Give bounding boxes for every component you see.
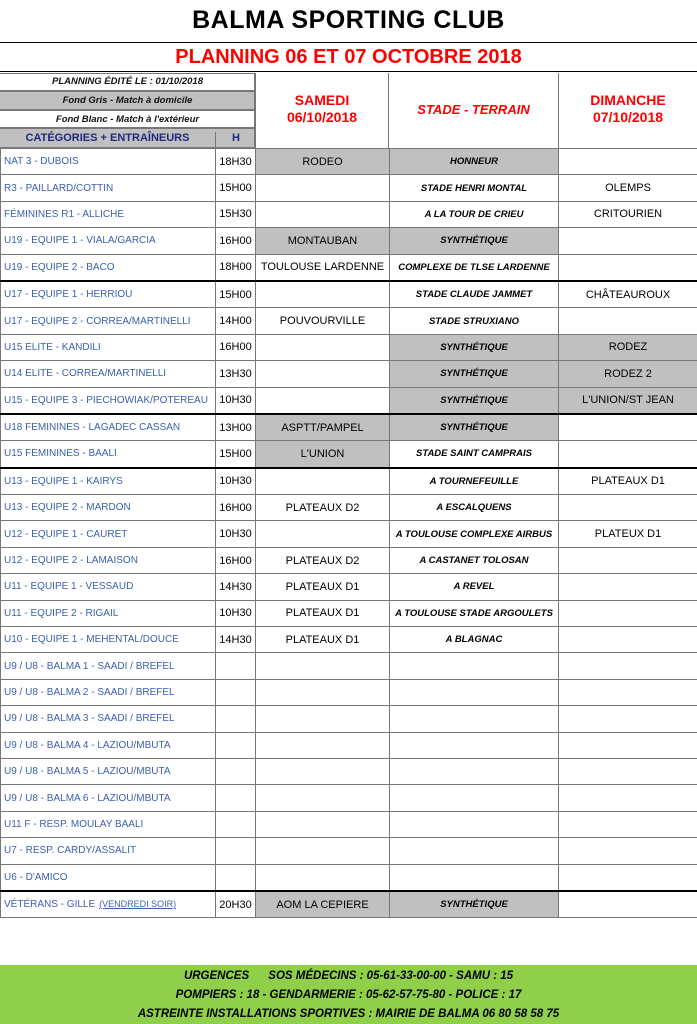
samedi-header (255, 73, 389, 148)
table-row (1, 653, 697, 679)
category-label: U9 / U8 - BALMA 6 - LAZIOU/MBUTA (4, 792, 171, 804)
legend-grey-text: Fond Gris - Match à domicile (62, 95, 193, 106)
stade-cell (390, 732, 559, 758)
stade-cell (390, 653, 559, 679)
samedi-cell (256, 387, 390, 414)
dimanche-cell: L'UNION/ST JEAN (559, 387, 697, 414)
samedi-cell: RODEO (256, 149, 390, 175)
category-cell (1, 785, 216, 811)
category-label: U9 / U8 - BALMA 3 - SAADI / BREFEL (4, 713, 175, 725)
dimanche-cell (559, 811, 697, 837)
dimanche-cell: CHÂTEAUROUX (559, 281, 697, 308)
category-label: U10 - EQUIPE 1 - MEHENTAL/DOUCE (4, 634, 179, 646)
category-cell (1, 706, 216, 732)
hour-cell: 16H00 (216, 334, 256, 360)
stade-cell (390, 864, 559, 891)
hour-cell: 10H30 (216, 600, 256, 626)
stade-cell: STADE SAINT CAMPRAIS (390, 441, 559, 468)
table-row (1, 441, 697, 468)
legend-white-text: Fond Blanc - Match à l'extérieur (55, 114, 200, 125)
table-row (1, 785, 697, 811)
stade-cell: SYNTHÉTIQUE (390, 414, 559, 441)
category-cell (1, 175, 216, 201)
category-note: (VENDREDI SOIR) (99, 899, 177, 910)
stade-cell: COMPLEXE DE TLSE LARDENNE (390, 254, 559, 281)
dimanche-cell (559, 495, 697, 521)
stade-cell: A ESCALQUENS (390, 495, 559, 521)
hour-cell (216, 732, 256, 758)
samedi-cell: PLATEAUX D1 (256, 627, 390, 653)
category-label: U9 / U8 - BALMA 4 - LAZIOU/MBUTA (4, 739, 171, 751)
table-row (1, 495, 697, 521)
stade-cell (390, 785, 559, 811)
hour-cell (216, 679, 256, 705)
hour-cell (216, 706, 256, 732)
category-cell (1, 758, 216, 784)
hour-cell: 18H30 (216, 149, 256, 175)
table-row (1, 414, 697, 441)
category-cell (1, 732, 216, 758)
samedi-cell (256, 811, 390, 837)
stade-cell: SYNTHÉTIQUE (390, 387, 559, 414)
dimanche-day: DIMANCHE (590, 92, 666, 108)
hour-cell: 16H00 (216, 228, 256, 254)
dimanche-header (558, 73, 697, 148)
legend-white (0, 110, 255, 128)
hour-cell: 10H30 (216, 387, 256, 414)
club-title: BALMA SPORTING CLUB (192, 6, 505, 34)
category-label: VÉTÉRANS - GILLE (4, 899, 96, 911)
table-row (1, 547, 697, 573)
dimanche-cell (559, 891, 697, 918)
dimanche-cell: PLATEUX D1 (559, 521, 697, 547)
category-label: U6 - D'AMICO (4, 871, 68, 883)
samedi-cell: PLATEAUX D2 (256, 547, 390, 573)
legend-edited-text: PLANNING ÉDITÉ LE : 01/10/2018 (52, 76, 203, 87)
dimanche-cell (559, 308, 697, 334)
category-label: U9 / U8 - BALMA 2 - SAADI / BREFEL (4, 687, 175, 698)
category-cell (1, 495, 216, 521)
samedi-cell (256, 758, 390, 784)
category-cell (1, 521, 216, 547)
category-label: U13 - EQUIPE 1 - KAIRYS (4, 475, 123, 487)
table-row (1, 281, 697, 308)
samedi-cell (256, 468, 390, 495)
hour-cell: 13H30 (216, 361, 256, 387)
dimanche-cell (559, 441, 697, 468)
category-label: U11 - EQUIPE 1 - VESSAUD (4, 581, 134, 593)
hour-cell: 15H00 (216, 281, 256, 308)
category-label: U15 FEMININES - BAALI (4, 448, 117, 460)
dimanche-cell (559, 254, 697, 281)
planning-table (0, 148, 697, 918)
table-row (1, 149, 697, 175)
table-row (1, 732, 697, 758)
table-row (1, 334, 697, 360)
hour-cell (216, 864, 256, 891)
samedi-cell: PLATEAUX D2 (256, 495, 390, 521)
hour-cell: 16H00 (216, 547, 256, 573)
stade-cell: A REVEL (390, 574, 559, 600)
table-row (1, 706, 697, 732)
samedi-cell: ASPTT/PAMPEL (256, 414, 390, 441)
category-label: U13 - EQUIPE 2 - MARDON (4, 502, 131, 514)
hour-cell (216, 838, 256, 864)
dimanche-cell (559, 864, 697, 891)
stade-cell: A LA TOUR DE CRIEU (390, 201, 559, 227)
table-row (1, 521, 697, 547)
dimanche-cell (559, 758, 697, 784)
categories-header-label: CATÉGORIES + ENTRAÎNEURS (25, 132, 190, 144)
stade-cell: STADE HENRI MONTAL (390, 175, 559, 201)
table-row (1, 838, 697, 864)
category-label: U9 / U8 - BALMA 5 - LAZIOU/MBUTA (4, 766, 171, 778)
category-label: U11 - EQUIPE 2 - RIGAIL (4, 607, 119, 619)
category-label: U7 - RESP. CARDY/ASSALIT (4, 845, 137, 857)
dimanche-cell (559, 627, 697, 653)
category-cell (1, 600, 216, 626)
category-cell (1, 547, 216, 573)
category-cell (1, 468, 216, 495)
dimanche-cell (559, 149, 697, 175)
hour-cell: 14H00 (216, 308, 256, 334)
hour-cell: 10H30 (216, 468, 256, 495)
samedi-cell (256, 175, 390, 201)
dimanche-cell (559, 838, 697, 864)
category-cell (1, 254, 216, 281)
dimanche-cell (559, 653, 697, 679)
hour-cell: 13H00 (216, 414, 256, 441)
category-cell (1, 334, 216, 360)
legend-edited (0, 73, 255, 91)
category-cell (1, 281, 216, 308)
dimanche-cell (559, 228, 697, 254)
hour-cell: 15H00 (216, 175, 256, 201)
dimanche-cell (559, 574, 697, 600)
stade-header-label: STADE - TERRAIN (417, 102, 530, 117)
category-cell (1, 228, 216, 254)
stade-cell: STADE CLAUDE JAMMET (390, 281, 559, 308)
samedi-cell (256, 281, 390, 308)
dimanche-cell (559, 547, 697, 573)
table-row (1, 254, 697, 281)
stade-cell: STADE STRUXIANO (390, 308, 559, 334)
category-cell (1, 864, 216, 891)
category-label: U14 ELITE - CORREA/MARTINELLI (4, 368, 167, 380)
dimanche-cell (559, 600, 697, 626)
category-cell (1, 679, 216, 705)
samedi-cell (256, 864, 390, 891)
table-row (1, 574, 697, 600)
dimanche-cell: PLATEAUX D1 (559, 468, 697, 495)
dimanche-cell: CRITOURIEN (559, 201, 697, 227)
table-row (1, 758, 697, 784)
hour-cell: 14H30 (216, 574, 256, 600)
stade-cell: A TOULOUSE STADE ARGOULETS (390, 600, 559, 626)
emergency-footer (0, 965, 697, 1024)
table-row (1, 308, 697, 334)
footer-line-pompiers: POMPIERS : 18 - GENDARMERIE : 05-62-57-75-80 - POLICE : 17 (175, 989, 522, 1001)
category-cell (1, 574, 216, 600)
category-cell (1, 149, 216, 175)
samedi-cell: MONTAUBAN (256, 228, 390, 254)
footer-line-urgences: URGENCES SOS MÉDECINS : 05-61-33-00-00 - SAMU : 15 (183, 970, 514, 982)
samedi-cell (256, 334, 390, 360)
samedi-cell: PLATEAUX D1 (256, 574, 390, 600)
samedi-cell (256, 732, 390, 758)
hour-cell: 18H00 (216, 254, 256, 281)
samedi-cell: PLATEAUX D1 (256, 600, 390, 626)
category-cell (1, 441, 216, 468)
category-label: U19 - EQUIPE 1 - VIALA/GARCIA (4, 235, 156, 247)
stade-cell (390, 838, 559, 864)
table-row (1, 201, 697, 227)
hour-cell: 20H30 (216, 891, 256, 918)
hour-cell: 10H30 (216, 521, 256, 547)
category-cell (1, 838, 216, 864)
category-label: U9 / U8 - BALMA 1 - SAADI / BREFEL (4, 660, 175, 672)
category-cell (1, 308, 216, 334)
samedi-cell (256, 706, 390, 732)
table-row (1, 361, 697, 387)
dimanche-cell (559, 414, 697, 441)
category-label: U19 - EQUIPE 2 - BACO (4, 261, 115, 273)
hour-cell: 15H00 (216, 441, 256, 468)
dimanche-cell (559, 785, 697, 811)
category-label: U17 - EQUIPE 2 - CORREA/MARTINELLI (4, 315, 191, 327)
dimanche-cell (559, 706, 697, 732)
category-label: U18 FEMININES - LAGADEC CASSAN (4, 422, 181, 434)
category-cell (1, 361, 216, 387)
stade-cell: A BLAGNAC (390, 627, 559, 653)
table-row (1, 600, 697, 626)
samedi-cell: POUVOURVILLE (256, 308, 390, 334)
categories-header (0, 128, 255, 148)
samedi-cell (256, 361, 390, 387)
dimanche-cell: RODEZ (559, 334, 697, 360)
samedi-cell (256, 838, 390, 864)
stade-cell: SYNTHÉTIQUE (390, 334, 559, 360)
table-row (1, 864, 697, 891)
samedi-cell: TOULOUSE LARDENNE (256, 254, 390, 281)
hour-header-label: H (215, 132, 256, 148)
category-cell (1, 891, 216, 918)
samedi-cell (256, 653, 390, 679)
stade-cell: A CASTANET TOLOSAN (390, 547, 559, 573)
category-cell (1, 627, 216, 653)
dimanche-cell: RODEZ 2 (559, 361, 697, 387)
legend-grey (0, 91, 255, 110)
hour-cell (216, 653, 256, 679)
samedi-cell (256, 201, 390, 227)
category-label: U12 - EQUIPE 2 - LAMAISON (4, 555, 138, 567)
category-label: U17 - EQUIPE 1 - HERRIOU (4, 289, 133, 301)
stade-cell: SYNTHÉTIQUE (390, 228, 559, 254)
category-label: NAT 3 - DUBOIS (4, 156, 79, 168)
stade-cell: SYNTHÉTIQUE (390, 891, 559, 918)
stade-cell (390, 679, 559, 705)
planning-table-body (1, 149, 697, 918)
stade-cell (390, 811, 559, 837)
category-cell (1, 201, 216, 227)
stade-cell: SYNTHÉTIQUE (390, 361, 559, 387)
samedi-date: 06/10/2018 (286, 109, 358, 125)
stade-cell: A TOURNEFEUILLE (390, 468, 559, 495)
dimanche-cell: OLEMPS (559, 175, 697, 201)
samedi-cell: AOM LA CEPIERE (256, 891, 390, 918)
table-row (1, 811, 697, 837)
table-row (1, 387, 697, 414)
stade-cell (390, 706, 559, 732)
category-label: U11 F - RESP. MOULAY BAALI (4, 818, 144, 830)
category-cell (1, 653, 216, 679)
hour-cell (216, 758, 256, 784)
category-label: R3 - PAILLARD/COTTIN (4, 182, 114, 194)
category-label: U15 ELITE - KANDILI (4, 341, 101, 353)
table-row (1, 468, 697, 495)
category-cell (1, 414, 216, 441)
hour-cell: 14H30 (216, 627, 256, 653)
category-cell (1, 387, 216, 414)
table-row (1, 228, 697, 254)
category-label: U12 - EQUIPE 1 - CAURET (4, 528, 128, 540)
dimanche-cell (559, 732, 697, 758)
stade-cell: HONNEUR (390, 149, 559, 175)
stade-cell (390, 758, 559, 784)
stade-cell: A TOULOUSE COMPLEXE AIRBUS (390, 521, 559, 547)
table-row (1, 627, 697, 653)
samedi-cell (256, 521, 390, 547)
hour-cell (216, 811, 256, 837)
hour-cell: 15H30 (216, 201, 256, 227)
category-label: FÉMININES R1 - ALLICHE (4, 208, 125, 220)
stade-header (389, 73, 558, 148)
planning-title: PLANNING 06 ET 07 OCTOBRE 2018 (0, 42, 697, 72)
samedi-cell (256, 785, 390, 811)
table-row (1, 679, 697, 705)
dimanche-date: 07/10/2018 (592, 109, 664, 125)
category-label: U15 - EQUIPE 3 - PIECHOWIAK/POTEREAU (4, 394, 208, 406)
footer-line-astreinte: ASTREINTE INSTALLATIONS SPORTIVES : MAIRIE DE BALMA 06 80 58 58 75 (137, 1008, 560, 1020)
table-row (1, 175, 697, 201)
hour-cell (216, 785, 256, 811)
category-cell (1, 811, 216, 837)
samedi-cell (256, 679, 390, 705)
samedi-cell: L'UNION (256, 441, 390, 468)
hour-cell: 16H00 (216, 495, 256, 521)
dimanche-cell (559, 679, 697, 705)
table-row (1, 891, 697, 918)
samedi-day: SAMEDI (294, 92, 350, 108)
